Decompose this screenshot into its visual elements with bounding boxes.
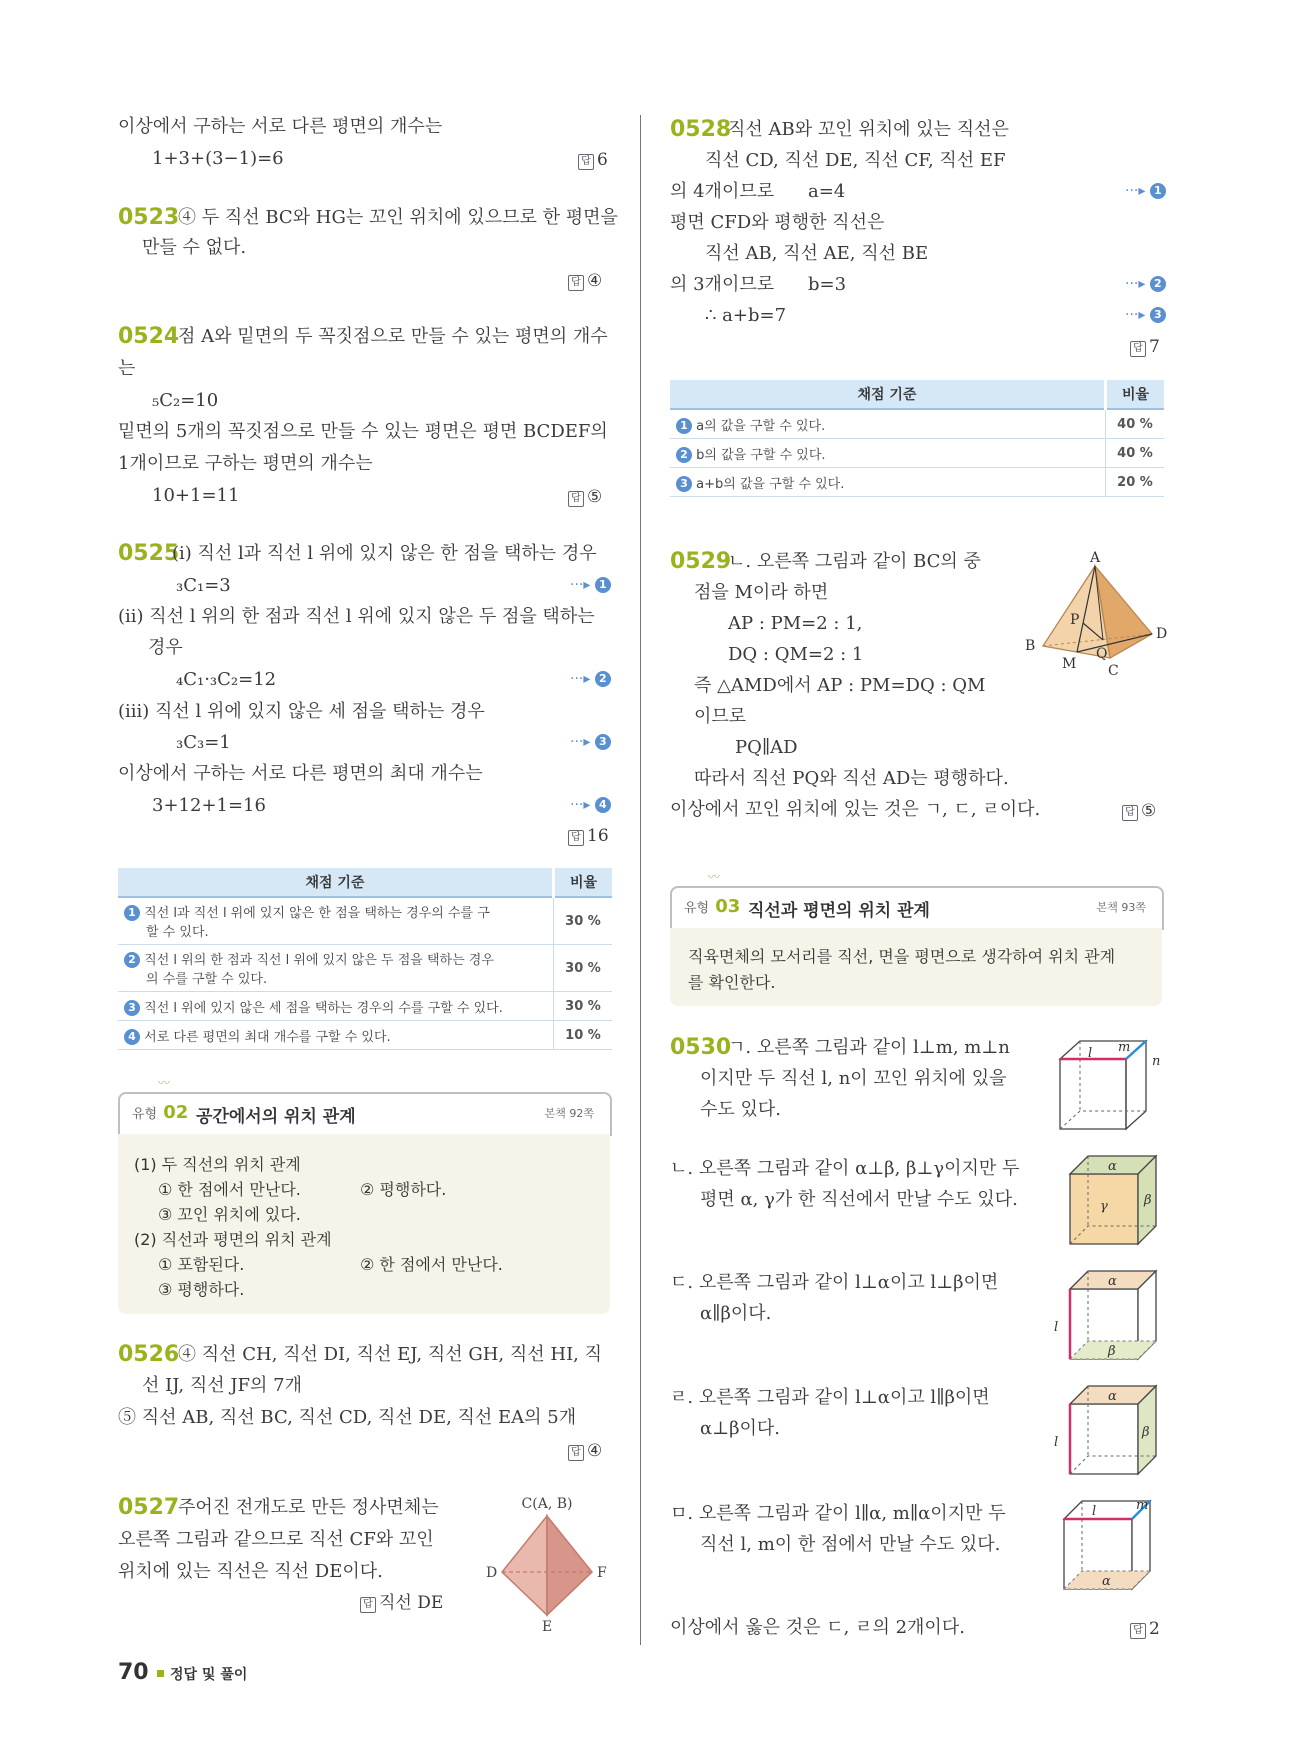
text-line: 오른쪽 그림과 같으므로 직선 CF와 꼬인 [118, 1529, 434, 1550]
answer-value: ④ [587, 271, 603, 291]
vertex-label: D [1156, 626, 1168, 642]
table-cell: 직선 l 위에 있지 않은 세 점을 택하는 경우의 수를 구할 수 있다. [144, 1000, 503, 1016]
answer-box-icon: 답 [360, 1597, 376, 1613]
text-line: 직선 AB, 직선 AE, 직선 BE [705, 243, 929, 264]
figure-label: α [1108, 1159, 1117, 1174]
text-line: ㄴ. 오른쪽 그림과 같이 α⊥β, β⊥γ이지만 두 [670, 1158, 1020, 1179]
summary-line: (2) 직선과 평면의 위치 관계 [134, 1230, 332, 1249]
text-line: 평면 α, γ가 한 직선에서 만날 수도 있다. [700, 1189, 1018, 1210]
answer-0524 [568, 486, 602, 508]
table-cell: 10 % [554, 1021, 613, 1050]
text-line: ⑤ 직선 AB, 직선 BC, 직선 CD, 직선 DE, 직선 EA의 5개 [118, 1407, 577, 1428]
step-circle-icon: 1 [595, 577, 611, 593]
text-line: 직선 CD, 직선 DE, 직선 CF, 직선 EF [705, 150, 1006, 171]
face-right [547, 1516, 592, 1615]
answer-box-icon: 답 [1122, 805, 1138, 821]
table-header: 채점 기준 [670, 380, 1106, 409]
table-row [670, 409, 1164, 439]
table-row [670, 439, 1164, 468]
text-line: ㄷ. 오른쪽 그림과 같이 l⊥α이고 l⊥β이면 [670, 1272, 999, 1293]
equation: ₄C₁·₃C₂=12 [176, 669, 277, 690]
text-line: α∥β이다. [700, 1303, 772, 1324]
step-circle-icon: 2 [676, 447, 692, 463]
text-line: ㄱ. 오른쪽 그림과 같이 l⊥m, m⊥n [728, 1037, 1010, 1058]
equation: ₅C₂=10 [152, 390, 219, 411]
equation: 10+1=11 [152, 485, 240, 506]
table-cell: 30 % [554, 897, 613, 945]
problem-number: 0524 [118, 324, 180, 349]
cube-figure-4 [1050, 1380, 1175, 1480]
step-circle-icon: 2 [1150, 276, 1166, 292]
table-cell: 서로 다른 평면의 최대 개수를 구할 수 있다. [144, 1029, 391, 1045]
summary-line: ② 한 점에서 만난다. [360, 1255, 503, 1274]
text-line: ㅁ. 오른쪽 그림과 같이 l∥α, m∥α이지만 두 [670, 1503, 1006, 1524]
face-left [502, 1516, 547, 1615]
vertex-label: B [1025, 638, 1036, 654]
table-cell: a의 값을 구할 수 있다. [696, 418, 826, 434]
text-line: 수도 있다. [700, 1099, 781, 1120]
grading-table-0525 [118, 868, 612, 1050]
summary-line: ① 포함된다. [158, 1255, 245, 1274]
text-line: 위치에 있는 직선은 직선 DE이다. [118, 1561, 383, 1582]
step-marker: ···▸ 3 [570, 734, 611, 750]
figure-label: m [1118, 1040, 1131, 1055]
text-line: 이므로 [694, 706, 747, 727]
table-cell: a+b의 값을 구할 수 있다. [696, 476, 845, 492]
text-line: 이상에서 꼬인 위치에 있는 것은 ㄱ, ㄷ, ㄹ이다. [670, 799, 1041, 820]
cube-figure-5 [1050, 1495, 1175, 1600]
type-03-summary [670, 928, 1162, 1006]
table-cell: 할 수 있다. [146, 925, 209, 940]
equation: ₃C₁=3 [176, 575, 231, 596]
intro-line: 이상에서 구하는 서로 다른 평면의 개수는 [118, 116, 443, 137]
type-03-header [670, 886, 1164, 930]
table-cell: 20 % [1106, 468, 1165, 497]
table-header: 비율 [1106, 380, 1165, 409]
answer-box-icon: 답 [1130, 341, 1146, 357]
problem-number: 0530 [670, 1035, 732, 1060]
answer-box-icon: 답 [1130, 1623, 1146, 1639]
type-ref: 본책 92쪽 [544, 1107, 594, 1120]
step-circle-icon: 1 [124, 905, 140, 921]
step-circle-icon: 1 [1150, 183, 1166, 199]
text-line: (ii) 직선 l 위의 한 점과 직선 l 위에 있지 않은 두 점을 택하는 [118, 606, 595, 627]
answer-0530 [1130, 1618, 1160, 1640]
type-02-header [118, 1092, 612, 1136]
step-marker: ···▸ 2 [570, 671, 611, 687]
step-circle-icon: 3 [1150, 307, 1166, 323]
equation: ∴ a+b=7 [705, 305, 787, 326]
figure-label: α [1108, 1274, 1117, 1289]
answer-0529 [1122, 800, 1156, 822]
problem-number: 0525 [118, 541, 180, 566]
summary-line: (1) 두 직선의 위치 관계 [134, 1155, 301, 1174]
summary-line: ③ 꼬인 위치에 있다. [158, 1205, 301, 1224]
step-circle-icon: 3 [676, 476, 692, 492]
type-02-summary [118, 1134, 610, 1314]
table-row [118, 1021, 612, 1050]
problem-number: 0526 [118, 1342, 180, 1367]
text-line: 밑면의 5개의 꼭짓점으로 만들 수 있는 평면은 평면 BCDEF의 [118, 421, 608, 442]
summary-line: ② 평행하다. [360, 1180, 447, 1199]
step-marker: ···▸ 3 [1125, 307, 1166, 323]
answer-value: 2 [1149, 1619, 1160, 1639]
text-line: 따라서 직선 PQ와 직선 AD는 평행하다. [694, 768, 1009, 789]
vertex-label: E [542, 1619, 553, 1635]
answer-value: ④ [587, 1441, 603, 1461]
vertex-label: M [1062, 656, 1077, 672]
figure-label: m [1136, 1498, 1149, 1513]
text-line: 는 [118, 358, 136, 379]
table-cell: 직선 l과 직선 l 위에 있지 않은 한 점을 택하는 경우의 수를 구 [144, 906, 490, 921]
figure-label: l [1088, 1046, 1093, 1061]
table-cell: 40 % [1106, 439, 1165, 468]
vertex-label: A [1090, 550, 1101, 566]
text-line: α⊥β이다. [700, 1418, 780, 1439]
text-line: ④ 직선 CH, 직선 DI, 직선 EJ, 직선 GH, 직선 HI, 직 [178, 1344, 603, 1365]
answer-0525 [568, 825, 609, 847]
figure-label: β [1142, 1425, 1150, 1440]
equation: 3+12+1=16 [152, 795, 266, 816]
equation: AP : PM=2 : 1, [728, 613, 863, 634]
text-line: ㄴ. 오른쪽 그림과 같이 BC의 중 [728, 551, 981, 572]
summary-line: 직육면체의 모서리를 직선, 면을 평면으로 생각하여 위치 관계 [688, 947, 1116, 966]
step-marker: ···▸ 4 [570, 797, 611, 813]
tetrahedron-figure-0527 [470, 1490, 620, 1640]
table-cell: 30 % [554, 992, 613, 1021]
figure-label: l [1054, 1435, 1059, 1450]
table-row [118, 992, 612, 1021]
zigzag-icon: 〰 [158, 1076, 171, 1090]
tetrahedron-figure-0529 [1020, 548, 1170, 698]
table-cell: 30 % [554, 945, 613, 992]
text-line: 선 IJ, 직선 JF의 7개 [142, 1375, 302, 1396]
text-line: 평면 CFD와 평행한 직선은 [670, 212, 885, 233]
text-line: 점을 M이라 하면 [694, 582, 829, 603]
figure-label: α [1108, 1389, 1117, 1404]
table-row [670, 468, 1164, 497]
table-cell: 의 수를 구할 수 있다. [146, 972, 268, 987]
equation: PQ∥AD [735, 737, 798, 758]
summary-line: 를 확인한다. [688, 973, 776, 992]
text-line: ④ 두 직선 BC와 HG는 꼬인 위치에 있으므로 한 평면을 [178, 207, 618, 228]
type-label-text: 유형 [684, 901, 710, 916]
equation: b=3 [808, 274, 847, 295]
text-line: 이상에서 옳은 것은 ㄷ, ㄹ의 2개이다. [670, 1617, 965, 1638]
step-marker: ···▸ 1 [570, 577, 611, 593]
answer-value: ⑤ [587, 487, 603, 507]
type-number: 03 [715, 896, 741, 917]
figure-label: n [1152, 1054, 1161, 1069]
summary-line: ③ 평행하다. [158, 1280, 245, 1299]
text-line: (iii) 직선 l 위에 있지 않은 세 점을 택하는 경우 [118, 701, 485, 722]
grading-table-0528 [670, 380, 1164, 497]
type-number: 02 [163, 1102, 189, 1123]
answer-box-icon: 답 [568, 830, 584, 846]
answer-box-icon: 답 [578, 154, 594, 170]
page-number: 70 [118, 1660, 149, 1685]
answer-0526 [568, 1440, 602, 1462]
figure-label: β [1108, 1344, 1116, 1359]
zigzag-icon: 〰 [708, 870, 721, 884]
table-cell: 직선 l 위의 한 점과 직선 l 위에 있지 않은 두 점을 택하는 경우 [144, 953, 494, 968]
step-circle-icon: 1 [676, 418, 692, 434]
vertex-label: C [1108, 663, 1119, 679]
cube-figure-1 [1050, 1035, 1175, 1140]
vertex-label: D [486, 1565, 498, 1581]
summary-line: ① 한 점에서 만난다. [158, 1180, 301, 1199]
table-row [118, 897, 612, 945]
step-circle-icon: 2 [595, 671, 611, 687]
text-line: 직선 l, m이 한 점에서 만날 수도 있다. [700, 1534, 1001, 1555]
footer-title: 정답 및 풀이 [170, 1667, 248, 1683]
type-label [684, 896, 740, 917]
column-divider [640, 115, 641, 1645]
figure-label: γ [1100, 1199, 1108, 1214]
text-line: 직선 AB와 꼬인 위치에 있는 직선은 [728, 119, 1009, 140]
text-line: 의 4개이므로 [670, 181, 775, 202]
text-line: 의 3개이므로 [670, 274, 775, 295]
figure-label: α [1102, 1574, 1111, 1589]
answer-0527 [360, 1592, 443, 1614]
table-header: 비율 [554, 868, 613, 897]
table-cell: b의 값을 구할 수 있다. [696, 447, 826, 463]
answer-box-icon: 답 [568, 491, 584, 507]
text-line: 주어진 전개도로 만든 정사면체는 [178, 1497, 439, 1518]
equation: ₃C₃=1 [176, 732, 231, 753]
text-line: 1개이므로 구하는 평면의 개수는 [118, 453, 373, 474]
step-circle-icon: 3 [124, 1000, 140, 1016]
vertex-label: P [1070, 612, 1080, 628]
text-line: 경우 [148, 637, 183, 658]
table-cell: 40 % [1106, 409, 1165, 439]
answer-box-icon: 답 [568, 275, 584, 291]
step-circle-icon: 4 [124, 1029, 140, 1045]
table-header: 채점 기준 [118, 868, 554, 897]
type-label [132, 1102, 188, 1123]
problem-number: 0528 [670, 117, 732, 142]
answer-box-icon: 답 [568, 1445, 584, 1461]
problem-number: 0527 [118, 1495, 180, 1520]
text-line: 이지만 두 직선 l, n이 꼬인 위치에 있을 [700, 1068, 1007, 1089]
answer-value: 7 [1149, 337, 1160, 357]
figure-label: l [1092, 1504, 1097, 1519]
type-title: 직선과 평면의 위치 관계 [748, 901, 930, 921]
vertex-label: Q [1096, 646, 1108, 662]
type-ref: 본책 93쪽 [1096, 901, 1146, 914]
text-line: (i) 직선 l과 직선 l 위에 있지 않은 한 점을 택하는 경우 [172, 543, 597, 564]
answer-value: 16 [587, 826, 609, 846]
type-label-text: 유형 [132, 1107, 158, 1122]
equation: DQ : QM=2 : 1 [728, 644, 864, 665]
answer-value: 직선 DE [379, 1593, 444, 1613]
type-title: 공간에서의 위치 관계 [196, 1107, 356, 1127]
figure-label: β [1144, 1193, 1152, 1208]
equation: a=4 [808, 181, 846, 202]
figure-label: l [1054, 1320, 1059, 1335]
text-line: 즉 △AMD에서 AP : PM=DQ : QM [694, 675, 986, 696]
text-line: 이상에서 구하는 서로 다른 평면의 최대 개수는 [118, 763, 483, 784]
step-circle-icon: 2 [124, 952, 140, 968]
problem-number: 0529 [670, 549, 732, 574]
step-marker: ···▸ 2 [1125, 276, 1166, 292]
step-circle-icon: 4 [595, 797, 611, 813]
answer-0523 [568, 270, 602, 292]
problem-number: 0523 [118, 205, 180, 230]
table-row [118, 945, 612, 992]
step-marker: ···▸ 1 [1125, 183, 1166, 199]
cube-figure-3 [1050, 1265, 1175, 1365]
vertex-label: F [597, 1565, 607, 1581]
step-circle-icon: 3 [595, 734, 611, 750]
vertex-label: C(A, B) [521, 1496, 573, 1512]
text-line: ㄹ. 오른쪽 그림과 같이 l⊥α이고 l∥β이면 [670, 1387, 990, 1408]
answer-0522 [578, 149, 608, 171]
text-line: 점 A와 밑면의 두 꼭짓점으로 만들 수 있는 평면의 개수 [178, 326, 608, 347]
text-line: 만들 수 없다. [142, 237, 247, 258]
answer-value: ⑤ [1141, 801, 1157, 821]
cube-figure-2 [1060, 1150, 1175, 1250]
footer-square-icon [157, 1670, 164, 1677]
intro-eq: 1+3+(3−1)=6 [152, 148, 284, 169]
answer-0528 [1130, 336, 1160, 358]
answer-value: 6 [597, 150, 608, 170]
